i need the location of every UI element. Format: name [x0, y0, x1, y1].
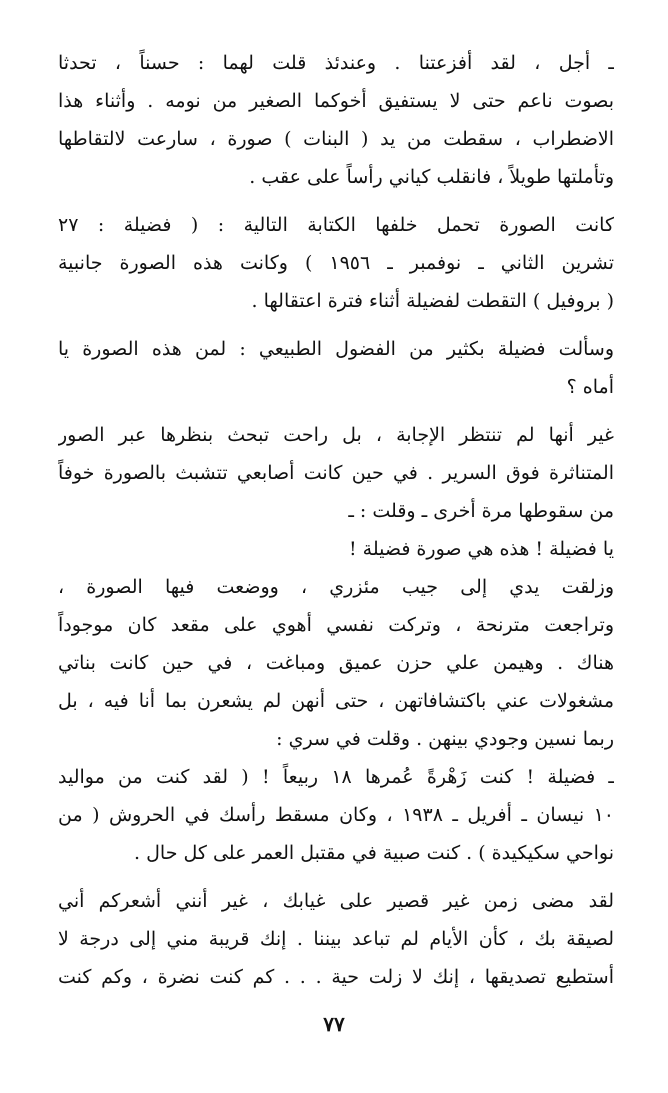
paragraph-2	[58, 206, 614, 320]
text-line: من سقوطها مرة أخرى ـ وقلت : ـ	[348, 500, 614, 522]
text-line: وسألت فضيلة بكثير من الفضول الطبيعي : لمن هذه الصورة يا	[58, 338, 614, 360]
paragraph-4	[58, 416, 614, 872]
text-line: وتراجعت مترنحة ، وتركت نفسي أهوي على مقعد كان موجوداً	[58, 614, 614, 636]
text-line: مشغولات عني باكتشافاتهن ، حتى أنهن لم يشعرن بما أنا فيه ، بل	[58, 690, 614, 712]
text-line: بصوت ناعم حتى لا يستفيق أخوكما الصغير من نومه . وأثناء هذا	[58, 90, 614, 112]
text-line: أستطيع تصديقها ، إنك لا زلت حية . . . كم كنت نضرة ، وكم كنت	[58, 966, 614, 988]
text-line: ( بروفيل ) التقطت لفضيلة أثناء فترة اعتقالها .	[251, 290, 614, 312]
text-line: لقد مضى زمن غير قصير على غيابك ، غير أنني أشعركم أني	[58, 890, 614, 912]
text-line: غير أنها لم تنتظر الإجابة ، بل راحت تبحث بنظرها عبر الصور	[58, 424, 614, 446]
text-line: وتأملتها طويلاً ، فانقلب كياني رأساً على عقب .	[249, 166, 614, 188]
paragraph-3	[58, 330, 614, 406]
text-line: ١٠ نيسان ـ أفريل ـ ١٩٣٨ ، وكان مسقط رأسك في الحروش ( من	[58, 804, 614, 826]
text-line: تشرين الثاني ـ نوفمبر ـ ١٩٥٦ ) وكانت هذه الصورة جانبية	[58, 252, 614, 274]
paragraph-5	[58, 882, 614, 996]
text-line: ـ فضيلة ! كنت زَهْرةً عُمرها ١٨ ربيعاً ! ( لقد كنت من مواليد	[58, 766, 614, 788]
text-line: ربما نسين وجودي بينهن . وقلت في سري :	[276, 728, 614, 750]
text-line: كانت الصورة تحمل خلفها الكتابة التالية : ( فضيلة : ٢٧	[58, 214, 614, 236]
paragraph-1	[58, 44, 614, 196]
text-line: نواحي سكيكيدة ) . كنت صبية في مقتبل العمر على كل حال .	[134, 842, 614, 864]
text-line: ـ أجل ، لقد أفزعتنا . وعندئذ قلت لهما : حسناً ، تحدثا	[58, 52, 614, 74]
page-body	[58, 44, 614, 996]
text-line: الاضطراب ، سقطت من يد ( البنات ) صورة ، سارعت لالتقاطها	[58, 128, 614, 150]
text-line: وزلقت يدي إلى جيب مئزري ، ووضعت فيها الصورة ،	[58, 576, 614, 598]
text-line: هناك . وهيمن علي حزن عميق ومباغت ، في حين كانت بناتي	[58, 652, 614, 674]
text-line: أماه ؟	[566, 376, 614, 398]
text-line: المتناثرة فوق السرير . في حين كانت أصابعي تتشبث بالصورة خوفاً	[58, 462, 614, 484]
text-line: يا فضيلة ! هذه هي صورة فضيلة !	[348, 538, 614, 560]
page-number: ٧٧	[323, 1012, 345, 1036]
text-line: لصيقة بك ، كأن الأيام لم تباعد بيننا . إنك قريبة مني إلى درجة لا	[58, 928, 614, 950]
